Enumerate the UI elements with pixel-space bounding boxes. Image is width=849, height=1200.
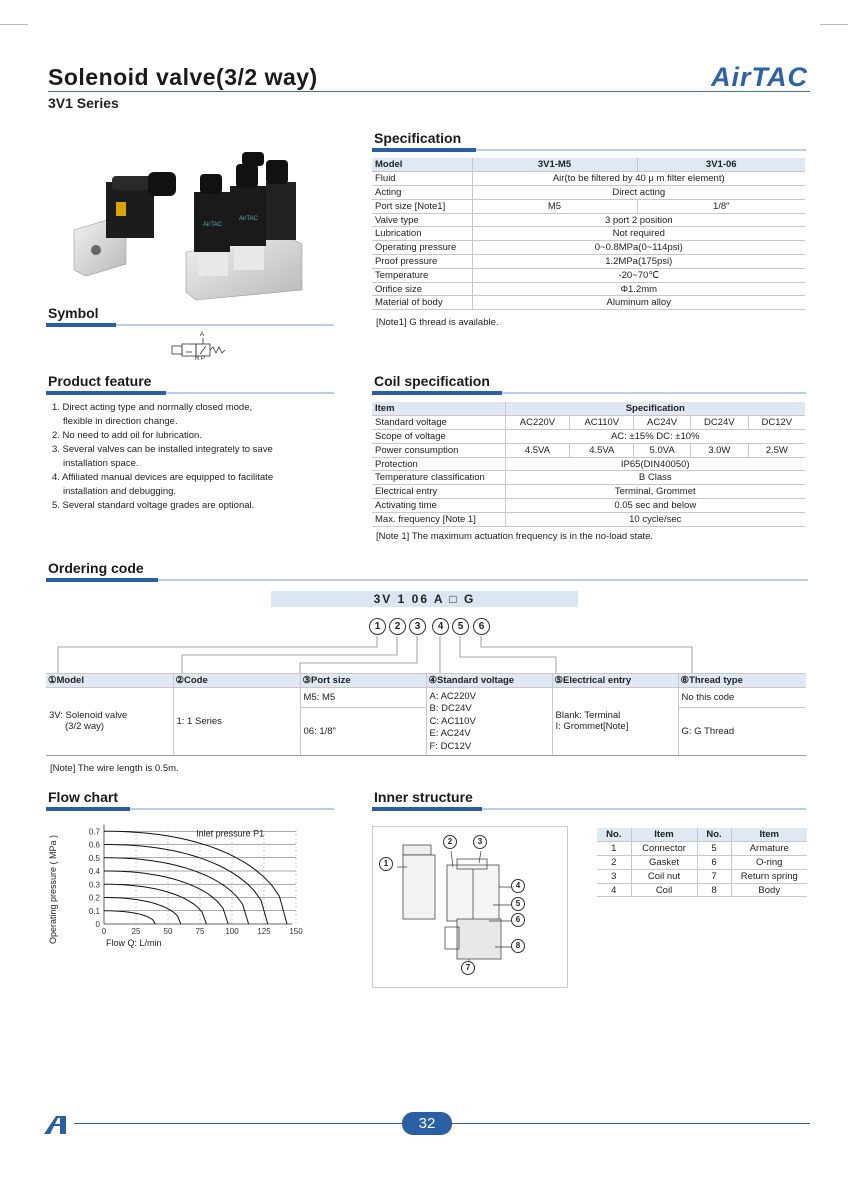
order-connector-lines bbox=[46, 633, 808, 675]
list-item: 3. Several valves can be installed integrately to save bbox=[52, 444, 273, 455]
coil-value: 5.0VA bbox=[634, 443, 691, 457]
coil-label: Electrical entry bbox=[372, 485, 505, 499]
symbol-heading: Symbol bbox=[48, 305, 99, 321]
table-row bbox=[372, 241, 805, 255]
y-tick-label: 0.1 bbox=[88, 906, 100, 916]
callout-3: 3 bbox=[473, 835, 487, 849]
inner-no: 4 bbox=[597, 883, 631, 897]
inner-no: 8 bbox=[697, 883, 731, 897]
spec-note: [Note1] G thread is available. bbox=[376, 317, 499, 328]
inner-header-no: No. bbox=[597, 828, 631, 842]
table-row bbox=[372, 430, 805, 444]
table-row bbox=[597, 883, 807, 897]
order-port-value: 06: 1/8" bbox=[300, 707, 426, 755]
coil-value: DC24V bbox=[691, 416, 749, 430]
order-code-bar: 3V 1 06 A □ G bbox=[271, 591, 578, 607]
table-row bbox=[372, 172, 805, 186]
order-thread-value: No this code bbox=[678, 687, 806, 707]
spec-label: Material of body bbox=[372, 296, 472, 310]
section-underline bbox=[372, 391, 806, 395]
coil-label: Standard voltage bbox=[372, 416, 505, 430]
code-circle-1: 1 bbox=[369, 618, 386, 635]
y-tick-label: 0.2 bbox=[88, 893, 100, 903]
flow-chart bbox=[48, 816, 316, 958]
table-row bbox=[597, 869, 807, 883]
code-circle-4: 4 bbox=[432, 618, 449, 635]
feature-list bbox=[52, 401, 273, 513]
callout-8: 8 bbox=[511, 939, 525, 953]
inner-no: 1 bbox=[597, 842, 631, 856]
flow-curve bbox=[104, 884, 206, 924]
ordering-code-heading: Ordering code bbox=[48, 560, 144, 576]
callout-5: 5 bbox=[511, 897, 525, 911]
inner-header-item: Item bbox=[631, 828, 697, 842]
inner-no: 5 bbox=[697, 842, 731, 856]
svg-text:AirTAC: AirTAC bbox=[239, 216, 258, 222]
y-tick-label: 0.4 bbox=[88, 867, 100, 876]
table-row bbox=[372, 282, 805, 296]
list-item: 2. No need to add oil for lubrication. bbox=[52, 430, 202, 441]
valve-symbol bbox=[170, 334, 230, 364]
voltage-option: F: DC12V bbox=[429, 740, 472, 752]
inner-item: Coil nut bbox=[631, 869, 697, 883]
table-row bbox=[372, 416, 805, 430]
list-item: 4. Affiliated manual devices are equipped to facilitate bbox=[52, 472, 274, 483]
table-row bbox=[372, 186, 805, 200]
y-tick-label: 0.7 bbox=[88, 827, 100, 837]
x-tick-label: 125 bbox=[257, 927, 271, 936]
list-item: 5. Several standard voltage grades are optional. bbox=[52, 500, 255, 511]
x-tick-label: 0 bbox=[101, 927, 107, 936]
coil-header-item: Item bbox=[372, 402, 505, 416]
order-thread-value: G: G Thread bbox=[678, 707, 806, 755]
spec-value: Not required bbox=[472, 227, 805, 241]
title-divider bbox=[48, 91, 810, 92]
spec-value: 1.2MPa(175psi) bbox=[472, 255, 805, 269]
code-circle-3: 3 bbox=[409, 618, 426, 635]
section-underline bbox=[372, 807, 806, 811]
table-row bbox=[597, 842, 807, 856]
inner-structure-heading: Inner structure bbox=[374, 789, 473, 805]
voltage-option: E: AC24V bbox=[429, 728, 471, 740]
spec-label: Temperature bbox=[372, 268, 472, 282]
entry-option: Blank: Terminal bbox=[555, 710, 621, 722]
table-row bbox=[372, 512, 805, 526]
callout-4: 4 bbox=[511, 879, 525, 893]
coil-value: B Class bbox=[505, 471, 805, 485]
table-row bbox=[372, 457, 805, 471]
inner-item: Return spring bbox=[731, 869, 807, 883]
spec-label: Operating pressure bbox=[372, 241, 472, 255]
inner-no: 6 bbox=[697, 856, 731, 870]
coil-label: Protection bbox=[372, 457, 505, 471]
entry-option: I: Grommet[Note] bbox=[555, 721, 629, 733]
table-row bbox=[372, 499, 805, 513]
x-tick-label: 25 bbox=[131, 927, 141, 936]
table-row bbox=[372, 296, 805, 310]
inner-header-item: Item bbox=[731, 828, 807, 842]
list-item: installation and debugging. bbox=[63, 486, 177, 497]
y-tick-label: 0.6 bbox=[88, 840, 100, 850]
order-port-value: M5: M5 bbox=[300, 687, 426, 707]
list-item: flexible in direction change. bbox=[63, 416, 178, 427]
spec-value: Φ1.2mm bbox=[472, 282, 805, 296]
order-header-model: ①Model bbox=[46, 674, 173, 688]
specification-table bbox=[372, 158, 805, 310]
inner-no: 2 bbox=[597, 856, 631, 870]
order-header-voltage: ④Standard voltage bbox=[426, 674, 552, 688]
chart-annotation: Inlet pressure P1 bbox=[196, 828, 265, 839]
coil-value: 4.5VA bbox=[570, 443, 634, 457]
y-axis-label: Operating pressure ( MPa ) bbox=[48, 834, 58, 944]
inner-item: Gasket bbox=[631, 856, 697, 870]
voltage-option: B: DC24V bbox=[429, 703, 472, 715]
order-header-entry: ⑤Electrical entry bbox=[552, 674, 678, 688]
port-rp-label: R P bbox=[195, 356, 206, 362]
code-circle-6: 6 bbox=[473, 618, 490, 635]
x-tick-label: 100 bbox=[225, 927, 239, 936]
inner-no: 7 bbox=[697, 869, 731, 883]
x-axis-label: Flow Q: L/min bbox=[106, 938, 162, 948]
spec-value: Direct acting bbox=[472, 186, 805, 200]
spec-value: 3 port 2 position bbox=[472, 213, 805, 227]
table-row bbox=[372, 471, 805, 485]
ordering-table bbox=[46, 673, 806, 756]
coil-specification-heading: Coil specification bbox=[374, 373, 490, 389]
specification-heading: Specification bbox=[374, 130, 462, 146]
spec-value: -20~70℃ bbox=[472, 268, 805, 282]
order-header-port: ③Port size bbox=[300, 674, 426, 688]
coil-label: Activating time bbox=[372, 499, 505, 513]
coil-value: AC220V bbox=[505, 416, 570, 430]
section-underline bbox=[46, 323, 334, 327]
coil-value: 2.5W bbox=[748, 443, 805, 457]
svg-text:AirTAC: AirTAC bbox=[203, 222, 222, 228]
order-header-code: ②Code bbox=[173, 674, 300, 688]
inner-item: Armature bbox=[731, 842, 807, 856]
order-voltage-cell bbox=[426, 687, 552, 755]
coil-value: 10 cycle/sec bbox=[505, 512, 805, 526]
table-row bbox=[372, 443, 805, 457]
coil-value: DC12V bbox=[748, 416, 805, 430]
section-underline bbox=[46, 578, 808, 582]
coil-value: AC24V bbox=[634, 416, 691, 430]
section-underline bbox=[372, 148, 806, 152]
order-model-value-2: (3/2 way) bbox=[65, 721, 105, 733]
coil-label: Scope of voltage bbox=[372, 430, 505, 444]
spec-header-06: 3V1-06 bbox=[637, 158, 805, 172]
spec-label: Acting bbox=[372, 186, 472, 200]
spec-value: 1/8" bbox=[637, 199, 805, 213]
spec-header-m5: 3V1-M5 bbox=[472, 158, 637, 172]
ordering-note: [Note] The wire length is 0.5m. bbox=[50, 763, 179, 774]
coil-value: AC: ±15% DC: ±10% bbox=[505, 430, 805, 444]
coil-value: Terminal, Grommet bbox=[505, 485, 805, 499]
coil-value: IP65(DIN40050) bbox=[505, 457, 805, 471]
crop-mark bbox=[820, 24, 848, 25]
brand-logo: AirTAC bbox=[711, 62, 808, 92]
spec-label: Valve type bbox=[372, 213, 472, 227]
callout-2: 2 bbox=[443, 835, 457, 849]
port-a-label: A bbox=[200, 332, 205, 338]
flow-chart-heading: Flow chart bbox=[48, 789, 119, 805]
spec-value: Air(to be filtered by 40 μ m filter element) bbox=[472, 172, 805, 186]
inner-structure-table bbox=[597, 828, 807, 897]
crop-mark bbox=[0, 24, 28, 25]
x-tick-label: 150 bbox=[289, 927, 303, 936]
page-number: 32 bbox=[402, 1112, 452, 1135]
code-circle-5: 5 bbox=[452, 618, 469, 635]
coil-table bbox=[372, 402, 805, 527]
y-tick-label: 0.3 bbox=[88, 880, 100, 890]
coil-label: Power consumption bbox=[372, 443, 505, 457]
spec-label: Lubrication bbox=[372, 227, 472, 241]
order-header-thread: ⑥Thread type bbox=[678, 674, 806, 688]
flow-curve bbox=[104, 911, 155, 924]
coil-value: 0.05 sec and below bbox=[505, 499, 805, 513]
footer-logo-icon bbox=[42, 1114, 76, 1141]
spec-value: Aluminum alloy bbox=[472, 296, 805, 310]
coil-note: [Note 1] The maximum actuation frequency is in the no-load state. bbox=[376, 531, 654, 542]
coil-label: Max. frequency [Note 1] bbox=[372, 512, 505, 526]
spec-label: Proof pressure bbox=[372, 255, 472, 269]
table-row bbox=[597, 856, 807, 870]
voltage-option: C: AC110V bbox=[429, 715, 476, 727]
table-row bbox=[372, 213, 805, 227]
list-item: installation space. bbox=[63, 458, 139, 469]
order-code-value: 1: 1 Series bbox=[173, 687, 300, 755]
table-row bbox=[46, 687, 806, 707]
x-tick-label: 50 bbox=[163, 927, 173, 936]
spec-label: Port size [Note1] bbox=[372, 199, 472, 213]
spec-value: 0~0.8MPa(0~114psi) bbox=[472, 241, 805, 255]
table-row bbox=[372, 227, 805, 241]
y-tick-label: 0 bbox=[95, 920, 100, 929]
list-item: 1. Direct acting type and normally closed mode, bbox=[52, 402, 253, 413]
coil-value: 4.5VA bbox=[505, 443, 570, 457]
order-model-value: 3V: Solenoid valve bbox=[49, 710, 128, 722]
inner-no: 3 bbox=[597, 869, 631, 883]
coil-header-spec: Specification bbox=[505, 402, 805, 416]
coil-value: AC110V bbox=[570, 416, 634, 430]
spec-label: Fluid bbox=[372, 172, 472, 186]
flow-curve bbox=[104, 858, 249, 924]
coil-value: 3.0W bbox=[691, 443, 749, 457]
section-underline bbox=[46, 807, 334, 811]
table-row bbox=[372, 485, 805, 499]
inner-item: O-ring bbox=[731, 856, 807, 870]
section-underline bbox=[46, 391, 334, 395]
callout-6: 6 bbox=[511, 913, 525, 927]
callout-7: 7 bbox=[461, 961, 475, 975]
coil-label: Temperature classification bbox=[372, 471, 505, 485]
code-circle-2: 2 bbox=[389, 618, 406, 635]
inner-structure-diagram bbox=[372, 826, 568, 988]
inner-item: Coil bbox=[631, 883, 697, 897]
inner-header-no: No. bbox=[697, 828, 731, 842]
spec-value: M5 bbox=[472, 199, 637, 213]
table-row bbox=[372, 268, 805, 282]
y-tick-label: 0.5 bbox=[88, 853, 100, 863]
spec-header-model: Model bbox=[372, 158, 472, 172]
order-entry-cell bbox=[552, 687, 678, 755]
inner-item: Connector bbox=[631, 842, 697, 856]
callout-1: 1 bbox=[379, 857, 393, 871]
product-feature-heading: Product feature bbox=[48, 373, 152, 389]
inner-item: Body bbox=[731, 883, 807, 897]
x-tick-label: 75 bbox=[195, 927, 205, 936]
voltage-option: A: AC220V bbox=[429, 690, 476, 702]
product-photo bbox=[66, 152, 322, 300]
order-model-cell bbox=[46, 687, 173, 755]
spec-label: Orifice size bbox=[372, 282, 472, 296]
table-row bbox=[372, 199, 805, 213]
page-title: Solenoid valve(3/2 way) bbox=[48, 64, 318, 90]
table-row bbox=[372, 255, 805, 269]
series-label: 3V1 Series bbox=[48, 95, 119, 111]
